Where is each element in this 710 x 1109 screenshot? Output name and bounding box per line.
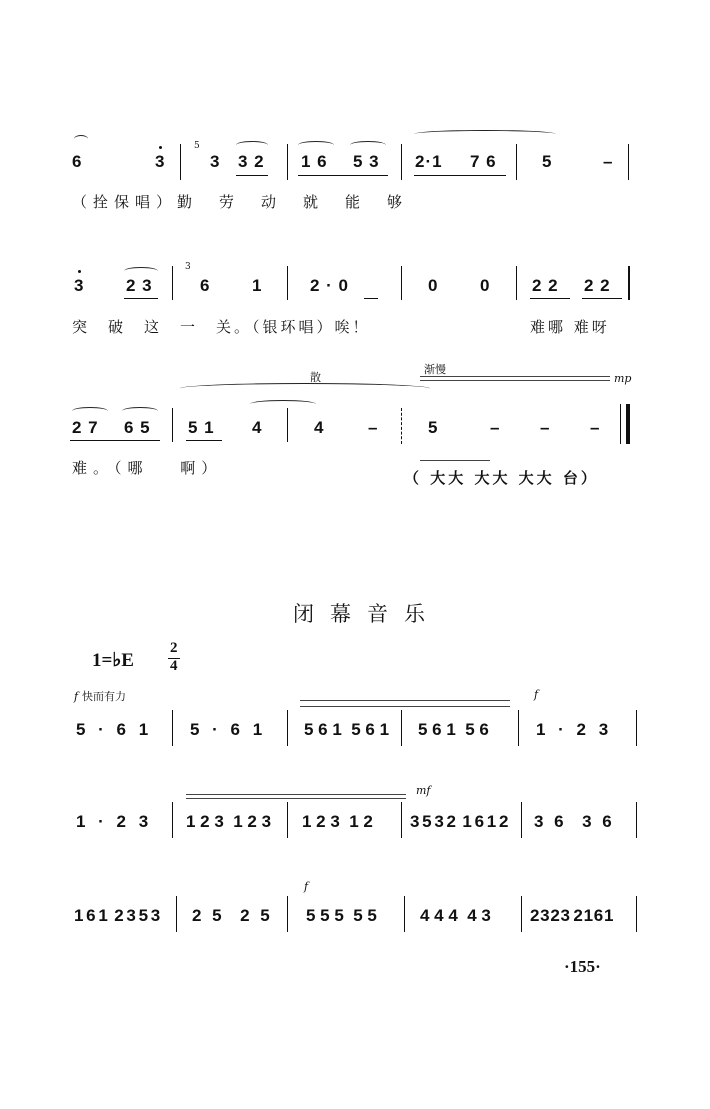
barline (176, 896, 177, 932)
octave-dot (159, 146, 162, 149)
note: 6 (200, 276, 211, 295)
hairpin (300, 706, 510, 707)
barline (287, 144, 288, 180)
slur (298, 141, 334, 149)
hairpin (300, 700, 510, 701)
note: 7 6 (470, 152, 497, 171)
dashed-barline (401, 408, 402, 444)
expression-mark: 快而有力 (82, 690, 126, 703)
measure: 1 · 2 3 (76, 812, 153, 831)
underline (582, 298, 622, 299)
barline (636, 802, 637, 838)
barline (287, 408, 288, 442)
measure: 3 5 3 2 1 6 1 2 (410, 812, 508, 831)
tempo-mark: 散 (310, 371, 321, 384)
barline (287, 710, 288, 746)
percussion-line: （ 大大 大大 大大 台） (404, 469, 599, 487)
dynamic-mark: f (304, 880, 309, 893)
slur (350, 141, 386, 149)
note: 4 (252, 418, 263, 437)
underline (530, 298, 570, 299)
section-title: 闭幕音乐 (293, 602, 441, 626)
dynamic-mark: mp (614, 372, 632, 385)
measure: 5 · 6 1 (190, 720, 267, 739)
note: 4 (314, 418, 325, 437)
underline (414, 175, 506, 176)
barline (516, 266, 517, 300)
barline (404, 896, 405, 932)
barline (401, 144, 402, 180)
final-barline (620, 404, 621, 444)
note: 2 3 (126, 276, 153, 295)
tempo-mark: 渐慢 (424, 363, 446, 376)
note: 3 2 (238, 152, 265, 171)
phrase-slur (414, 130, 556, 138)
note: 3 (210, 152, 221, 171)
note: 1 (252, 276, 263, 295)
underline (298, 175, 388, 176)
grace-note: 5 (194, 141, 200, 151)
barline (287, 896, 288, 932)
barline (172, 266, 173, 300)
barline (172, 408, 173, 442)
hairpin (420, 376, 610, 377)
octave-dot (78, 270, 81, 273)
dynamic-mark: f (74, 690, 79, 703)
page-number: ·155· (564, 957, 601, 976)
barline (172, 710, 173, 746)
key-signature: 1=♭E (92, 650, 134, 671)
lyrics: 难哪 难呀 (530, 318, 610, 336)
note: 0 (428, 276, 439, 295)
barline (180, 144, 181, 180)
barline (287, 802, 288, 838)
underline (70, 440, 160, 441)
note: 5 1 (188, 418, 215, 437)
slur (236, 141, 268, 149)
note: 5 3 (353, 152, 380, 171)
dash-note: – (368, 418, 379, 437)
measure: 2 5 2 5 (192, 906, 273, 925)
measure: 2 3 2 3 2 1 6 1 (530, 906, 612, 925)
dash-note: – (590, 418, 601, 437)
measure: 1 2 3 1 2 (302, 812, 373, 831)
measure: 3 6 3 6 (534, 812, 615, 831)
barline (401, 802, 402, 838)
dynamic-mark: f (534, 688, 539, 701)
underline (186, 440, 222, 441)
hairpin (420, 380, 610, 381)
barline (172, 802, 173, 838)
note: 2 2 (584, 276, 611, 295)
barline (401, 710, 402, 746)
lyrics: 难。（哪 啊） (72, 459, 223, 477)
note: 2 7 (72, 418, 99, 437)
slur (122, 407, 158, 415)
measure: 5 · 6 1 (76, 720, 153, 739)
note: 3 (155, 152, 166, 171)
phrase-slur (180, 383, 430, 394)
lyrics: （拴保唱）勤 劳 动 就 能 够 (72, 193, 409, 211)
note: 1 6 (301, 152, 328, 171)
note: 6 (72, 152, 83, 171)
underline (124, 298, 158, 299)
measure: 5 5 5 5 5 (306, 906, 377, 925)
dash-note: – (603, 152, 614, 171)
dash-note: – (490, 418, 501, 437)
slur (74, 135, 88, 143)
dash-note: – (540, 418, 551, 437)
barline (287, 266, 288, 300)
measure: 1 6 1 2 3 5 3 (74, 906, 160, 925)
barline (636, 896, 637, 932)
note: 2 2 (532, 276, 559, 295)
bracket (420, 460, 490, 461)
hairpin (186, 798, 406, 799)
barline (628, 266, 630, 300)
measure: 5 6 1 5 6 (418, 720, 489, 739)
hairpin (186, 794, 406, 795)
time-sig-num: 2 (170, 640, 178, 656)
note: 2 · 0 (310, 276, 350, 295)
final-barline-thick (626, 404, 630, 444)
barline (401, 266, 402, 300)
barline (521, 802, 522, 838)
measure: 1 2 3 1 2 3 (186, 812, 272, 831)
barline (628, 144, 629, 180)
slur (250, 400, 316, 408)
measure: 1 · 2 3 (536, 720, 613, 739)
note: 3 (74, 276, 85, 295)
slur (124, 267, 158, 275)
dynamic-mark: mf (416, 784, 431, 797)
barline (636, 710, 637, 746)
barline (516, 144, 517, 180)
note: 6 5 (124, 418, 151, 437)
barline (521, 896, 522, 932)
measure: 4 4 4 4 3 (420, 906, 491, 925)
underline (236, 175, 268, 176)
lyrics: 突 破 这 一 关。（银环唱）唉！ (72, 318, 371, 336)
note: 5 (428, 418, 439, 437)
barline (518, 710, 519, 746)
note: 2·1 (415, 152, 443, 171)
measure: 5 6 1 5 6 1 (304, 720, 390, 739)
time-sig-den: 4 (170, 658, 178, 674)
note: 0 (480, 276, 491, 295)
slur (72, 407, 108, 415)
note: 5 (542, 152, 553, 171)
grace-note: 3 (185, 262, 191, 272)
underline (364, 298, 378, 299)
